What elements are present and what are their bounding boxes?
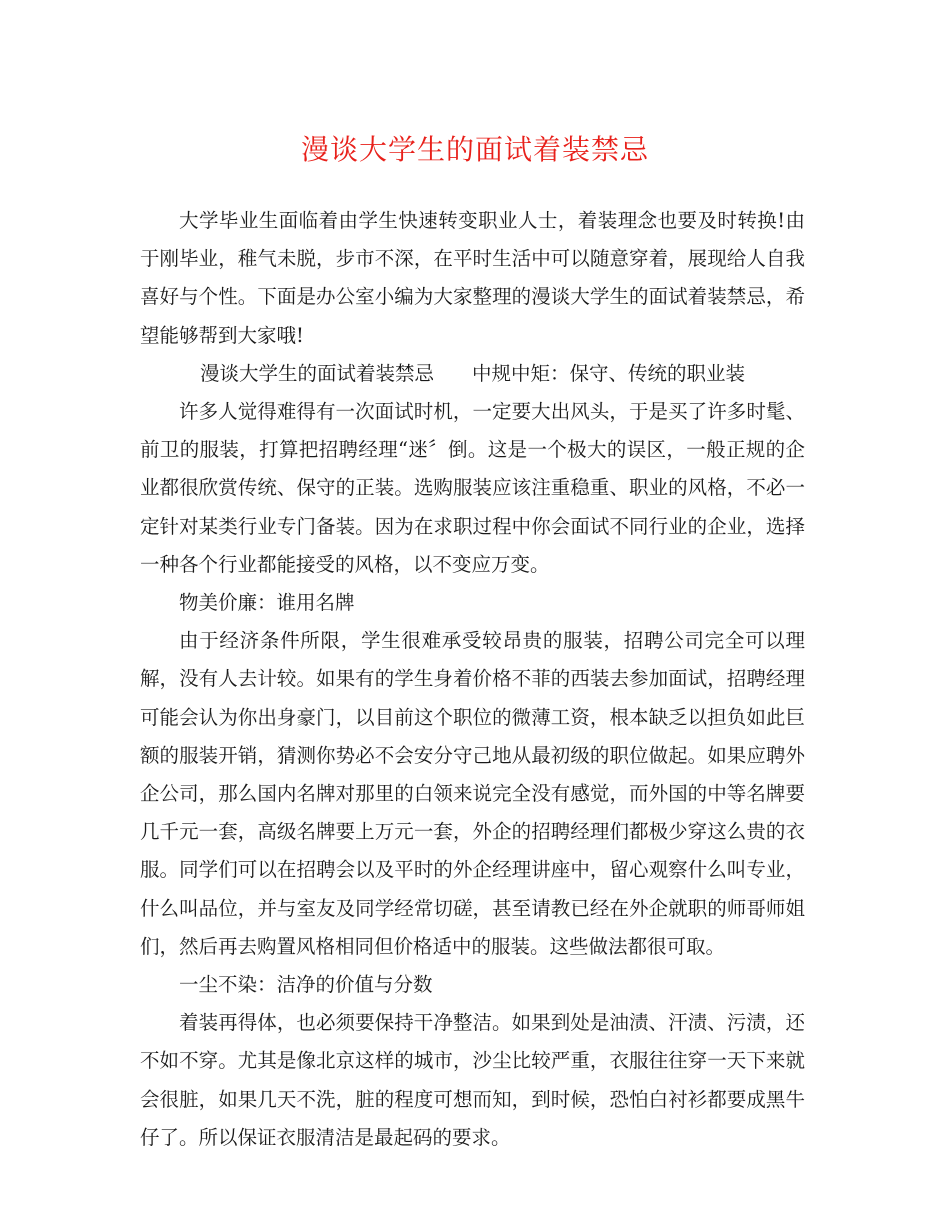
intro-paragraph: 大学毕业生面临着由学生快速转变职业人士，着装理念也要及时转换!由于刚毕业，稚气未脱，步市不深，在平时生活中可以随意穿着，展现给人自我喜好与个性。下面是办公室小编为大家整理的漫谈大学生的面试着装禁忌，希望能够帮到大家哦! [140,209,805,347]
document-body [140,202,805,1157]
heading-affordable: 物美价廉：谁用名牌 [179,591,355,615]
section-subheading [140,355,805,393]
document-title: 漫谈大学生的面试着装禁忌 [300,133,649,166]
subheading-article-title: 漫谈大学生的面试着装禁忌 [199,361,434,385]
heading-cleanliness: 一尘不染：洁净的价值与分数 [179,973,433,997]
subheading-section-title: 中规中矩：保守、传统的职业装 [472,361,746,385]
paragraph-brand-names: 由于经济条件所限，学生很难承受较昂贵的服装，招聘公司完全可以理解，没有人去计较。如果有的学生身着价格不菲的西装去参加面试，招聘经理可能会认为你出身豪门，以目前这个职位的微薄工资，根本缺乏以担负如此巨额的服装开销，猜测你势必不会安分守己地从最初级的职位做起。如果应聘外企公司，那么国内名牌对那里的白领来说完全没有感觉，而外国的中等名牌要几千元一套，高级名牌要上万元一套，外企的招聘经理们都极少穿这么贵的衣服。同学们可以在招聘会以及平时的外企经理讲座中，留心观察什么叫专业，什么叫品位，并与室友及同学经常切磋，甚至请教已经在外企就职的师哥师姐们，然后再去购置风格相同但价格适中的服装。这些做法都很可取。 [140,629,805,958]
paragraph-cleanliness: 着装再得体，也必须要保持干净整洁。如果到处是油渍、汗渍、污渍，还不如不穿。尤其是像北京这样的城市，沙尘比较严重，衣服往往穿一天下来就会很脏，如果几天不洗，脏的程度可想而知，到时候，恐怕白衬衫都要成黑牛仔了。所以保证衣服清洁是最起码的要求。 [140,1011,805,1149]
paragraph-conservative-attire: 许多人觉得难得有一次面试时机，一定要大出风头，于是买了许多时髦、前卫的服装，打算把招聘经理“迷〞倒。这是一个极大的误区，一般正规的企业都很欣赏传统、保守的正装。选购服装应该注重稳重、职业的风格，不必一定针对某类行业专门备装。因为在求职过程中你会面试不同行业的企业，选择一种各个行业都能接受的风格，以不变应万变。 [140,400,805,576]
